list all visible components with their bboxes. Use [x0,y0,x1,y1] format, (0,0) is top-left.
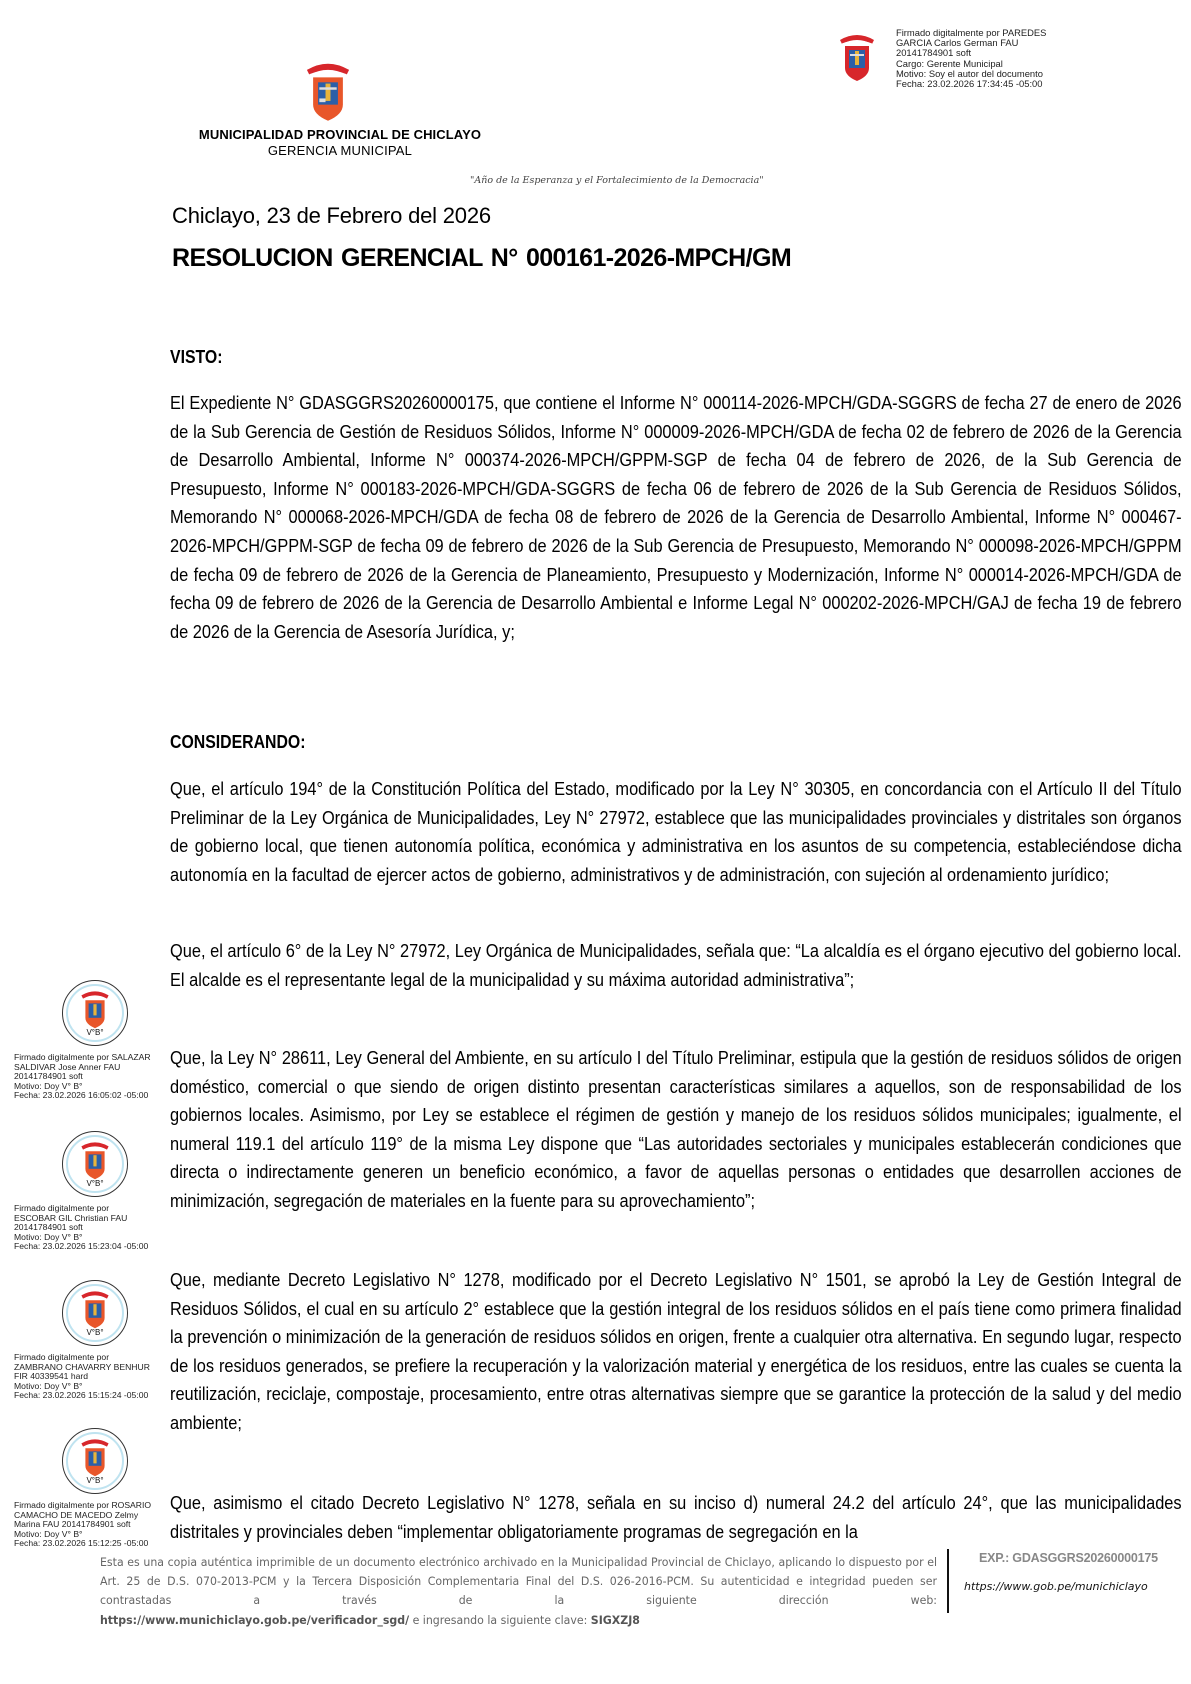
key-prefix: e ingresando la siguiente clave: [409,1612,591,1627]
expediente-number: EXP.: GDASGGRS20260000175 [979,1551,1158,1565]
stamp-label: V°B° [86,1028,104,1037]
considerando-paragraph: Que, el artículo 194° de la Constitución Política del Estado, modificado por la Ley N° 30305, en concordancia con el Artículo II del Título Preliminar de la Ley Orgánica de Municipalidades, Ley N° 27972, establece que las municipalidades provinciales y distritales son órganos de gobierno local, que tienen autonomía política, económica y administrativa en los asuntos de su competencia, estableciéndose dicha autonomía en la facultad de ejercer actos de gobierno, administrativos y de administración, con sujeción al ordenamiento jurídico; [170,779,1182,885]
verification-key: SIGXZJ8 [590,1612,640,1627]
considerando-paragraph: Que, el artículo 6° de la Ley N° 27972, Ley Orgánica de Municipalidades, señala que: “La alcaldía es el órgano ejecutivo del gobierno local. El alcalde es el representante legal de la municipalidad y su máxima autoridad administrativa”; [170,941,1182,990]
signature-line: SALDIVAR Jose Anner FAU [14,1061,121,1072]
signature-line: 20141784901 soft [896,47,972,59]
signature-line: Motivo: Doy V° B° [14,1231,83,1242]
considerando-paragraph: Que, mediante Decreto Legislativo N° 1278, modificado por el Decreto Legislativo N° 1501, se aprobó la Ley de Gestión Integral de Residuos Sólidos, el cual en su artículo 2° establece que la gestión integral de los residuos sólidos en el país tiene como primera finalidad la prevención o minimización de la generación de residuos sólidos en origen, frente a cualquier otra alternativa. En segundo lugar, respecto de los residuos generados, se prefiere la recuperación y la valorización material y energética de los residuos, entre las cuales se cuenta la reutilización, reciclaje, compostaje, procesamiento, entre otras alternativas siempre que se garantice la protección de la salud y del medio ambiente; [170,1270,1182,1433]
signature-line: 20141784901 soft [14,1071,83,1082]
department-name: GERENCIA MUNICIPAL [267,143,413,158]
signature-line: Firmado digitalmente por ROSARIO [14,1500,152,1510]
municipal-seal-icon [838,32,876,82]
authenticity-notice [100,1553,937,1630]
authenticity-text: Esta es una copia auténtica imprimible de un documento electrónico archivado en la Municipalidad Provincial de Chiclayo, aplicando lo dispuesto por el Art. 25 de D.S. 070-2013-PCM y la Tercera Disposición Complementaria Final del D.S. 026-2016-PCM. Su autenticidad e integridad pueden ser contrastadas a través de la siguiente dirección web: [100,1555,937,1608]
footer-divider [947,1549,949,1613]
municipality-coat-of-arms-icon [300,60,356,122]
signature-line: Fecha: 23.02.2026 16:05:02 -05:00 [14,1090,149,1101]
signature-line: FIR 40339541 hard [14,1371,89,1382]
resolution-title: RESOLUCION GERENCIAL N° 000161-2026-MPCH/GM [172,244,792,272]
signature-line: Fecha: 23.02.2026 17:34:45 -05:00 [896,78,1043,90]
signature-line: Fecha: 23.02.2026 15:23:04 -05:00 [14,1241,149,1252]
vobo-stamp-icon [62,1428,128,1494]
signature-line: Cargo: Gerente Municipal [896,57,1003,69]
visto-paragraph: El Expediente N° GDASGGRS20260000175, que contiene el Informe N° 000114-2026-MPCH/GDA-SGGRS de fecha 27 de enero de 2026 de la Sub Gerencia de Gestión de Residuos Sólidos, Informe N° 000009-2026-MPCH/GDA de fecha 02 de febrero de 2026 de la Gerencia de Desarrollo Ambiental, Informe N° 000374-2026-MPCH/GPPM-SGP de fecha 04 de febrero de 2026, de la Sub Gerencia de Presupuesto, Informe N° 000183-2026-MPCH/GDA-SGGRS de fecha 06 de febrero de 2026 de la Sub Gerencia de Residuos Sólidos, Memorando N° 000068-2026-MPCH/GDA de fecha 08 de febrero de 2026 de la Gerencia de Desarrollo Ambiental, Informe N° 000467-2026-MPCH/GPPM-SGP de fecha 09 de febrero de 2026 de la Sub Gerencia de Presupuesto, Memorando N° 000098-2026-MPCH/GPPM de fecha 09 de febrero de 2026 de la Gerencia de Planeamiento, Presupuesto y Modernización, Informe N° 000014-2026-MPCH/GDA de fecha 09 de febrero de 2026 de la Gerencia de Desarrollo Ambiental e Informe Legal N° 000202-2026-MPCH/GAJ de fecha 19 de febrero de 2026 de la Gerencia de Asesoría Jurídica, y; [170,393,1182,642]
signature-line: ZAMBRANO CHAVARRY BENHUR [14,1361,150,1372]
signature-line: ESCOBAR GIL Christian FAU [14,1212,128,1223]
stamp-label: V°B° [86,1476,104,1485]
organization-name: MUNICIPALIDAD PROVINCIAL DE CHICLAYO [198,127,482,142]
signature-line: Firmado digitalmente por PAREDES [896,27,1047,38]
signature-line: CAMACHO DE MACEDO Zelmy [14,1509,139,1520]
signature-line: Fecha: 23.02.2026 15:12:25 -05:00 [14,1538,149,1549]
place-and-date: Chiclayo, 23 de Febrero del 2026 [172,203,491,228]
vobo-stamp-icon [62,1131,128,1197]
considerando-heading: CONSIDERANDO: [170,732,306,752]
vobo-stamp-icon [62,1280,128,1346]
considerando-paragraph: Que, asimismo el citado Decreto Legislativo N° 1278, señala en su inciso d) numeral 24.2 del artículo 24°, que las municipalidades distritales y provinciales deben “implementar obligatoriamente programas de segregación en la [170,1493,1182,1542]
year-motto: "Año de la Esperanza y el Fortalecimiento de la Democracia" [470,175,764,186]
municipality-website-link[interactable]: https://www.gob.pe/munichiclayo [964,1580,1148,1593]
signature-line: Motivo: Doy V° B° [14,1380,83,1391]
signature-line: Motivo: Doy V° B° [14,1080,83,1091]
visto-heading: VISTO: [170,347,223,367]
stamp-label: V°B° [86,1179,104,1188]
signature-line: Motivo: Soy el autor del documento [896,67,1043,79]
signature-line: Firmado digitalmente por [14,1203,110,1213]
signature-line: Firmado digitalmente por [14,1352,110,1362]
signature-line: Firmado digitalmente por SALAZAR [14,1052,151,1062]
considerando-paragraph: Que, la Ley N° 28611, Ley General del Ambiente, en su artículo I del Título Preliminar, estipula que la gestión de residuos sólidos de origen doméstico, comercial o que siendo de origen distinto presentan características similares a aquellos, son de responsabilidad de los gobiernos locales. Asimismo, por Ley se establece el régimen de gestión y manejo de los residuos sólidos municipales; igualmente, el numeral 119.1 del artículo 119° de la misma Ley dispone que “Las autoridades sectoriales y municipales establecerán condiciones que directa o indirectamente generen un beneficio económico, a favor de aquellas personas o entidades que desarrollen acciones de minimización, segregación de materiales en la fuente para su aprovechamiento”; [170,1048,1182,1211]
signature-line: 20141784901 soft [14,1222,83,1233]
verification-link[interactable]: https://www.munichiclayo.gob.pe/verificador_sgd/ [100,1612,410,1627]
vobo-stamp-icon [62,980,128,1046]
signature-line: Marina FAU 20141784901 soft [14,1519,131,1530]
signature-line: Motivo: Doy V° B° [14,1528,83,1539]
signature-line: GARCIA Carlos German FAU [896,37,1019,49]
signature-line: Fecha: 23.02.2026 15:15:24 -05:00 [14,1390,149,1401]
stamp-label: V°B° [86,1328,104,1337]
